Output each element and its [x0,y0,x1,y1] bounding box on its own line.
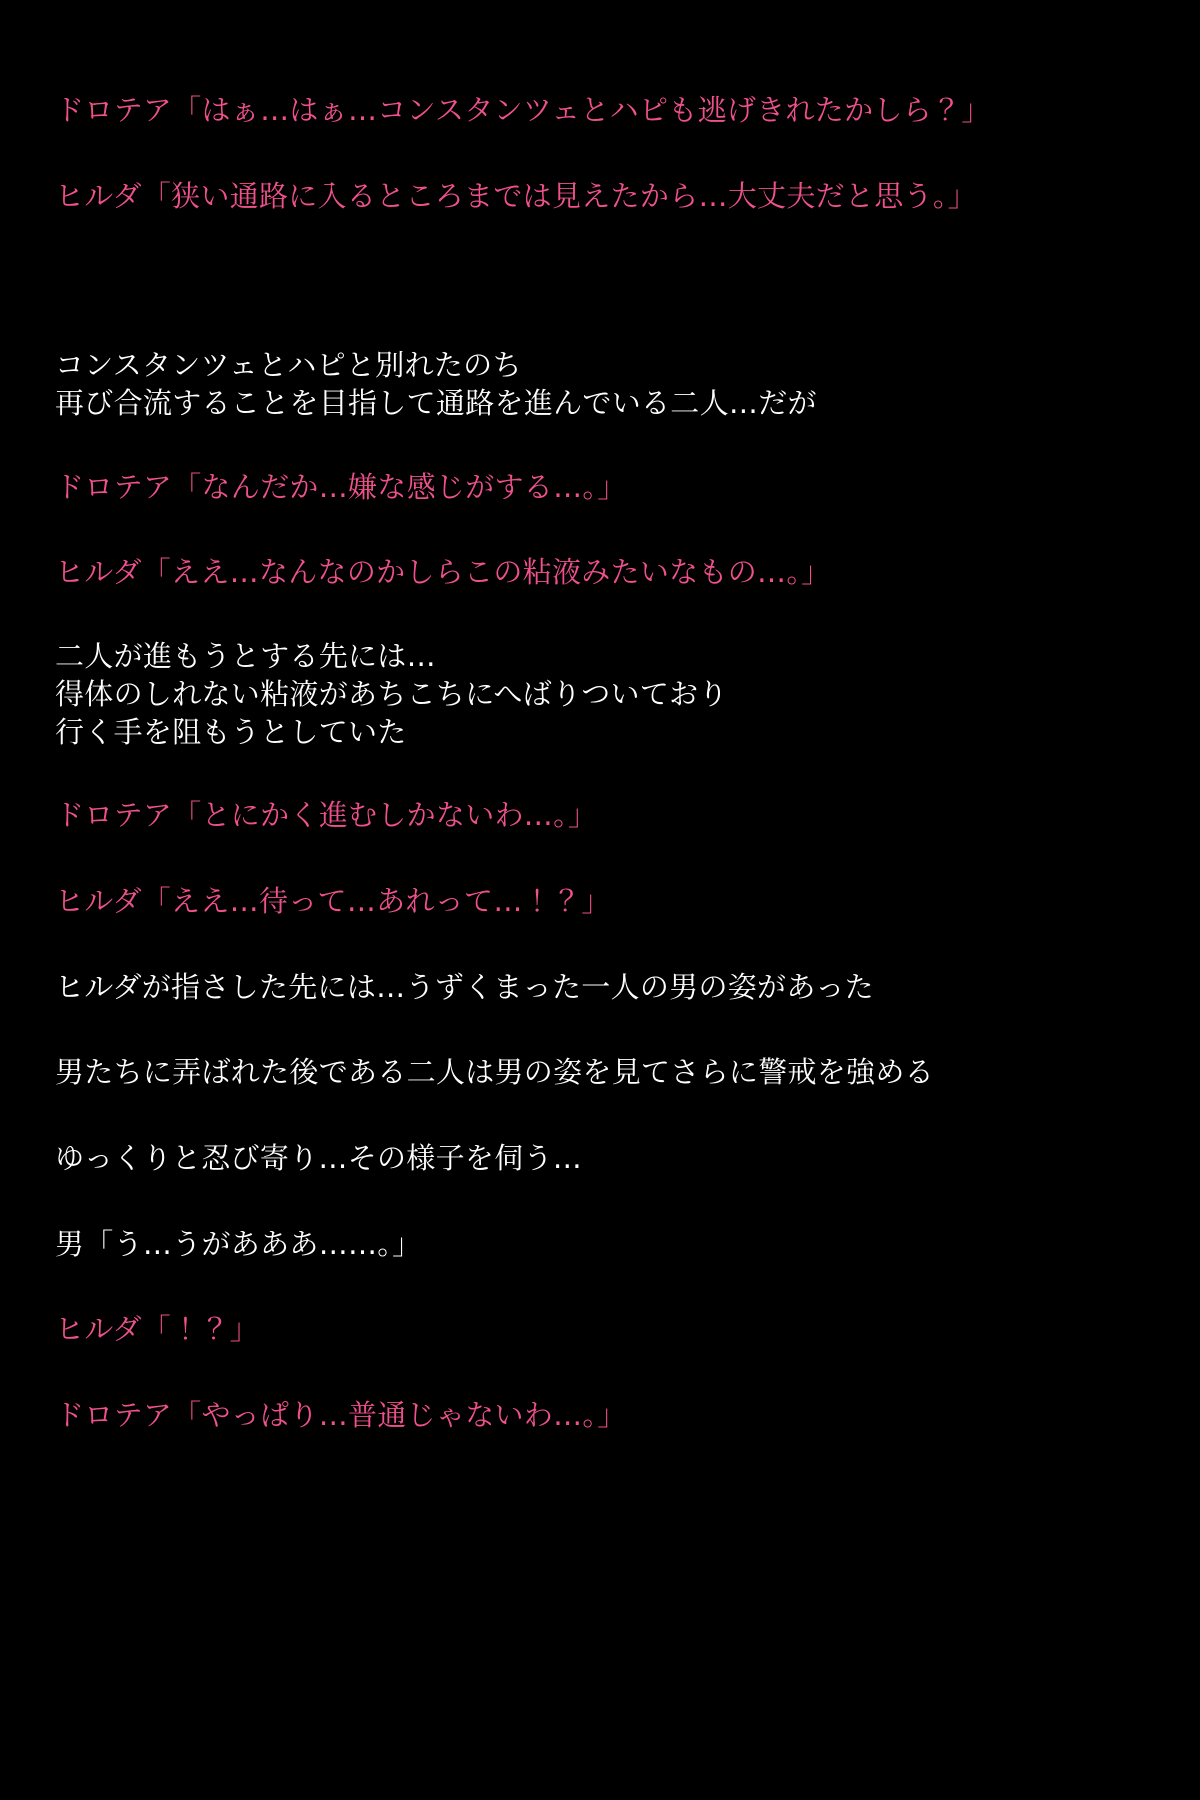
narration-line: 男たちに弄ばれた後である二人は男の姿を見てさらに警戒を強める [55,1055,935,1090]
dialogue-line: ヒルダ「！？」 [55,1312,259,1347]
dialogue-line: ドロテア「とにかく進むしかないわ…。」 [55,798,598,833]
narration-line: 再び合流することを目指して通路を進んでいる二人…だが [55,386,817,421]
narration-line: ヒルダが指さした先には…うずくまった一人の男の姿があった [55,969,874,1004]
narration-line: 得体のしれない粘液があちこちにへばりついており [55,676,728,711]
dialogue-line: ドロテア「なんだか…嫌な感じがする…。」 [55,469,627,504]
script-text-block [55,92,1165,1435]
narration-line: 行く手を阻もうとしていた [55,714,407,749]
dialogue-line: ドロテア「はぁ…はぁ…コンスタンツェとハピも逃げきれたかしら？」 [55,93,991,127]
narration-line: 二人が進もうとする先には… [55,639,436,674]
narration-line: コンスタンツェとハピと別れたのち [55,348,522,383]
narration-line: 男「う…うがあああ……。」 [55,1226,422,1261]
narration-line: ゆっくりと忍び寄り…その様子を伺う… [55,1140,583,1175]
dialogue-line: ドロテア「やっぱり…普通じゃないわ…。」 [55,1398,627,1432]
dialogue-line: ヒルダ「ええ…なんなのかしらこの粘液みたいなもの…。」 [55,555,831,590]
dialogue-line: ヒルダ「狭い通路に入るところまでは見えたから…大丈夫だと思う。」 [55,178,977,213]
dialogue-line: ヒルダ「ええ…待って…あれって…！？」 [55,883,611,918]
